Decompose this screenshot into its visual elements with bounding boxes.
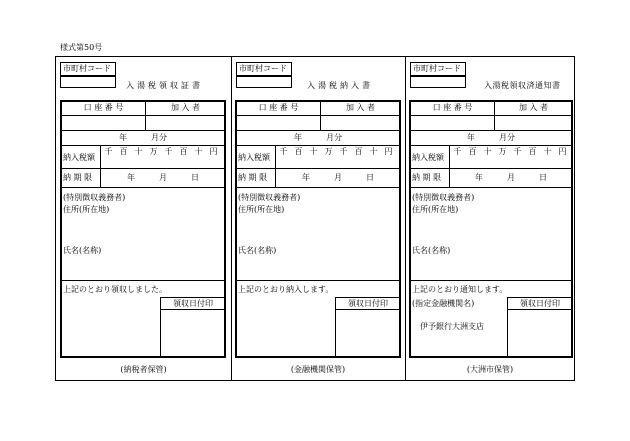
column-divider <box>231 56 232 381</box>
digit-unit: 千 <box>279 147 288 156</box>
deadline-label: 納 期 限 <box>412 173 442 182</box>
digit-unit: 十 <box>483 147 492 156</box>
deadline-label: 納 期 限 <box>238 173 268 182</box>
form-title: 入湯税領収済通知書 <box>484 81 561 90</box>
digit-unit: 百 <box>354 147 363 156</box>
date-stamp-label: 領収日付印 <box>348 299 388 308</box>
account-number-label: 口 座 番 号 <box>432 103 473 112</box>
row-line <box>410 115 572 116</box>
digit-unit: 千 <box>513 147 522 156</box>
subscriber-label: 加 入 者 <box>345 103 376 112</box>
city-code-label: 市町村コード <box>413 64 461 73</box>
account-number-label: 口 座 番 号 <box>83 103 124 112</box>
digit-unit: 千 <box>453 147 462 156</box>
digit-unit: 百 <box>179 147 188 156</box>
keeper-label: (大洲市保管) <box>466 365 514 374</box>
row-line <box>61 115 225 116</box>
row-line <box>236 168 400 169</box>
period-label: 年 月分 <box>467 133 515 142</box>
digit-unit: 十 <box>543 147 552 156</box>
column-divider <box>405 56 406 381</box>
stamp-header-line <box>508 309 572 310</box>
tax-amount-label: 納入税額 <box>63 153 95 162</box>
city-code-label: 市町村コード <box>239 64 287 73</box>
tax-amount-label: 納入税額 <box>238 153 270 162</box>
bank-label: (指定金融機関名) <box>412 299 475 308</box>
date-stamp-label: 領収日付印 <box>520 299 560 308</box>
digit-unit: 千 <box>339 147 348 156</box>
form-title: 入湯税納入書 <box>307 81 373 90</box>
row-line <box>61 130 225 131</box>
digit-unit: 十 <box>194 147 203 156</box>
deadline-date: 年 月 日 <box>302 173 374 182</box>
keeper-label: (金融機関保管) <box>290 365 346 374</box>
row-line <box>410 168 572 169</box>
address-label: 住所(所在地) <box>412 205 459 214</box>
row-line <box>236 187 400 188</box>
bank-name: 伊予銀行大洲支店 <box>420 322 484 331</box>
row-line <box>236 280 400 281</box>
deadline-label: 納 期 限 <box>63 173 93 182</box>
account-number-label: 口 座 番 号 <box>258 103 299 112</box>
digit-unit: 千 <box>104 147 113 156</box>
name-label: 氏名(名称) <box>412 246 451 255</box>
city-code-field <box>60 76 116 88</box>
date-stamp-label: 領収日付印 <box>173 299 213 308</box>
form-title: 入湯税領収証書 <box>126 81 203 90</box>
city-code-field <box>410 76 466 88</box>
digit-unit: 千 <box>164 147 173 156</box>
row-line <box>61 280 225 281</box>
row-line <box>236 130 400 131</box>
deadline-date: 年 月 日 <box>127 173 199 182</box>
subscriber-label: 加 入 者 <box>170 103 201 112</box>
digit-unit: 十 <box>134 147 143 156</box>
deadline-date: 年 月 日 <box>475 173 547 182</box>
stamp-header-line <box>161 309 225 310</box>
digit-unit: 百 <box>528 147 537 156</box>
address-label: 住所(所在地) <box>238 205 285 214</box>
stamp-header-line <box>336 309 400 310</box>
subscriber-label: 加 入 者 <box>518 103 549 112</box>
collector-label: (特別徴収義務者) <box>238 193 301 202</box>
keeper-label: (納税者保管) <box>120 365 167 374</box>
row-line <box>410 130 572 131</box>
name-label: 氏名(名称) <box>238 246 277 255</box>
digit-unit: 円 <box>209 147 218 156</box>
name-label: 氏名(名称) <box>63 246 102 255</box>
statement-text: 上記のとおり通知します。 <box>412 285 508 294</box>
row-line <box>61 187 225 188</box>
digit-unit: 万 <box>498 147 507 156</box>
statement-text: 上記のとおり納入します。 <box>238 285 334 294</box>
form-number: 様式第50号 <box>60 43 103 52</box>
row-line <box>236 115 400 116</box>
row-line <box>61 145 225 146</box>
digit-unit: 円 <box>384 147 393 156</box>
digit-unit: 百 <box>294 147 303 156</box>
row-line <box>61 168 225 169</box>
period-label: 年 月分 <box>294 133 342 142</box>
address-label: 住所(所在地) <box>63 205 110 214</box>
digit-unit: 十 <box>369 147 378 156</box>
digit-unit: 万 <box>324 147 333 156</box>
statement-text: 上記のとおり領収しました。 <box>63 285 167 294</box>
row-line <box>410 280 572 281</box>
city-code-field <box>236 76 292 88</box>
row-line <box>410 187 572 188</box>
digit-unit: 百 <box>119 147 128 156</box>
collector-label: (特別徴収義務者) <box>63 193 126 202</box>
tax-amount-label: 納入税額 <box>412 153 444 162</box>
digit-unit: 円 <box>558 147 567 156</box>
row-line <box>236 145 400 146</box>
row-line <box>410 145 572 146</box>
period-label: 年 月分 <box>119 133 167 142</box>
digit-unit: 百 <box>468 147 477 156</box>
digit-unit: 十 <box>309 147 318 156</box>
city-code-label: 市町村コード <box>63 64 111 73</box>
digit-unit: 万 <box>149 147 158 156</box>
collector-label: (特別徴収義務者) <box>412 193 475 202</box>
